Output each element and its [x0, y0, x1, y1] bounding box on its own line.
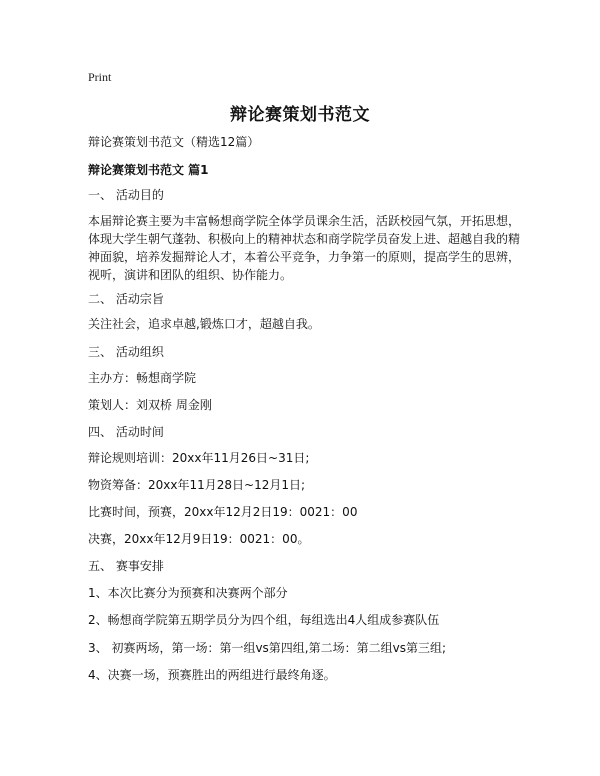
- purpose-line: 体现大学生朝气蓬勃、积极向上的精神状态和商学院学员奋发上进、超越自我的精: [88, 232, 521, 246]
- section-heading: 辩论赛策划书范文 篇1: [88, 163, 209, 177]
- purpose-line: 视听，演讲和团队的组织、协作能力。: [88, 268, 293, 282]
- arrangement-item: 3、 初赛两场，第一场：第一组vs第四组,第二场：第二组vs第三组;: [88, 641, 447, 655]
- time-match: 比赛时间，预赛，20xx年12月2日19：0021：00: [88, 505, 358, 519]
- time-training: 辩论规则培训：20xx年11月26日~31日;: [88, 451, 310, 465]
- purpose-line: 本届辩论赛主要为丰富畅想商学院全体学员课余生活，活跃校园气氛，开拓思想，: [88, 214, 521, 228]
- print-link[interactable]: Print: [88, 70, 112, 84]
- arrangement-item: 2、畅想商学院第五期学员分为四个组，每组选出4人组成参赛队伍: [88, 613, 440, 627]
- heading-aim: 二、 活动宗旨: [88, 292, 164, 306]
- purpose-line: 神面貌，培养发掘辩论人才，本着公平竞争，力争第一的原则，提高学生的思辨，: [88, 250, 521, 264]
- document-title: 辩论赛策划书范文: [230, 105, 370, 125]
- purpose-paragraph: [88, 212, 528, 284]
- time-final: 决赛，20xx年12月9日19：0021：00。: [88, 532, 310, 546]
- arrangement-item: 4、决赛一场，预赛胜出的两组进行最终角逐。: [88, 668, 336, 682]
- heading-purpose: 一、 活动目的: [88, 188, 164, 202]
- arrangement-item: 1、本次比赛分为预赛和决赛两个部分: [88, 586, 288, 600]
- planner-text: 策划人：刘双桥 周金刚: [88, 398, 212, 412]
- organizer-text: 主办方：畅想商学院: [88, 371, 197, 385]
- document-subtitle: 辩论赛策划书范文（精选12篇）: [88, 135, 260, 149]
- heading-organization: 三、 活动组织: [88, 345, 164, 359]
- aim-text: 关注社会，追求卓越,锻炼口才，超越自我。: [88, 317, 320, 331]
- time-preparation: 物资筹备：20xx年11月28日~12月1日;: [88, 478, 306, 492]
- heading-arrangement: 五、 赛事安排: [88, 559, 164, 573]
- heading-time: 四、 活动时间: [88, 425, 164, 439]
